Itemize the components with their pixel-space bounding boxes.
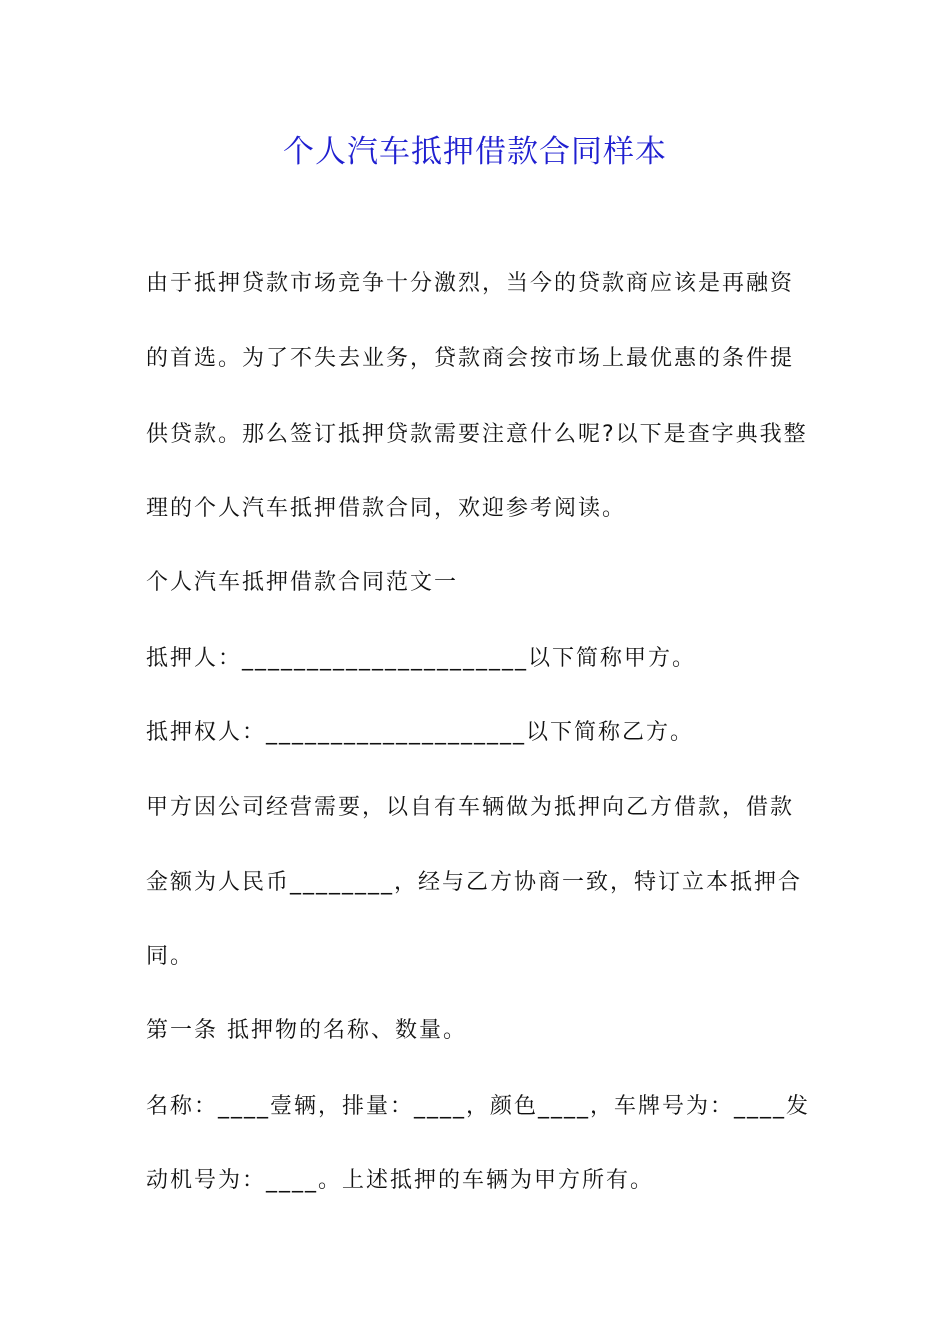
article-one-heading: 第一条 抵押物的名称、数量。 — [146, 1018, 467, 1043]
paragraph-line-4: 理的个人汽车抵押借款合同，欢迎参考阅读。 — [146, 496, 627, 521]
document-title: 个人汽车抵押借款合同样本 — [283, 134, 667, 170]
section-heading-sample-one: 个人汽车抵押借款合同范文一 — [146, 570, 459, 595]
paragraph-line-2: 的首选。为了不失去业务，贷款商会按市场上最优惠的条件提 — [146, 346, 795, 371]
mortgagor-line: 抵押人：______________________以下简称甲方。 — [146, 646, 697, 671]
paragraph-line-8: 甲方因公司经营需要，以自有车辆做为抵押向乙方借款，借款 — [146, 795, 795, 820]
paragraph-line-10: 同。 — [146, 944, 195, 969]
paragraph-line-1: 由于抵押贷款市场竞争十分激烈，当今的贷款商应该是再融资 — [146, 271, 795, 296]
vehicle-details-line-2: 动机号为：____。上述抵押的车辆为甲方所有。 — [146, 1168, 655, 1193]
paragraph-line-9: 金额为人民币________，经与乙方协商一致，特订立本抵押合 — [146, 870, 803, 895]
paragraph-line-3: 供贷款。那么签订抵押贷款需要注意什么呢?以下是查字典我整 — [146, 422, 808, 447]
mortgagee-line: 抵押权人：____________________以下简称乙方。 — [146, 720, 695, 745]
vehicle-details-line-1: 名称：____壹辆，排量：____，颜色____，车牌号为：____发 — [146, 1094, 811, 1119]
